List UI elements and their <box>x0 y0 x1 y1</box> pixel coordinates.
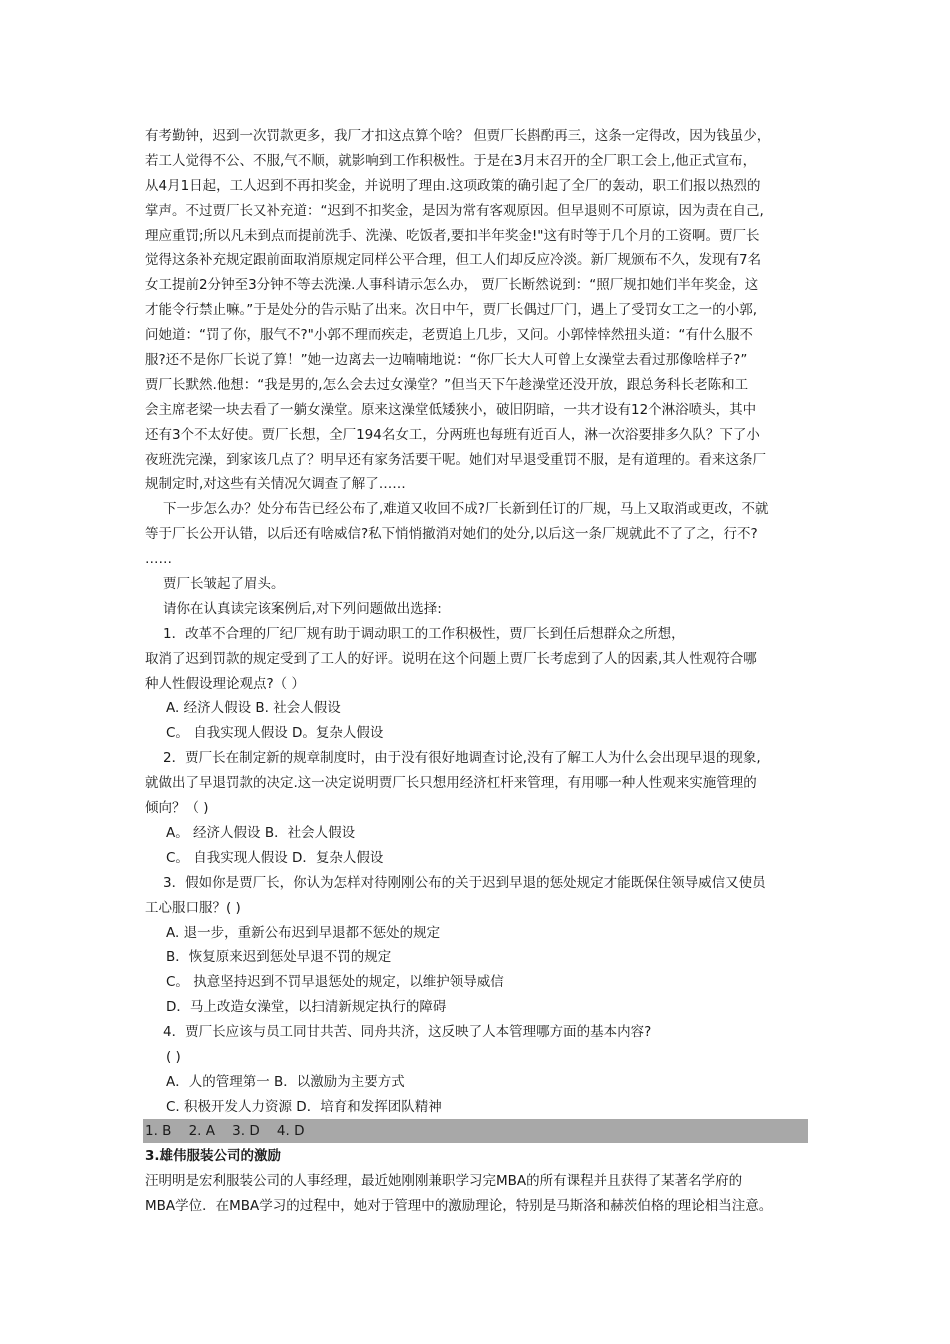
question-prompt: 请你在认真读完该案例后,对下列问题做出选择: <box>163 600 442 617</box>
text-line: 问她道：“罚了你，服气不?"小郭不理而疾走，老贾追上几步，又问。小郭悻悻然扭头道：“有什么服不 <box>145 327 753 344</box>
text-line: 女工提前2分钟至3分钟不等去洗澡.人事科请示怎么办， 贾厂长断然说到：“照厂规扣她们半年奖金，这 <box>145 277 759 294</box>
question-option: C。 自我实现人假设 D。复杂人假设 <box>166 725 384 742</box>
question-1 <box>145 622 812 746</box>
text-line: 汪明明是宏利服装公司的人事经理，最近她刚刚兼职学习完MBA的所有课程并且获得了某著名学府的 <box>145 1173 743 1189</box>
text-line: 服?还不是你厂长说了算！”她一边离去一边喃喃地说：“你厂长大人可曾上女澡堂去看过那像啥样子?” <box>145 352 748 369</box>
question-text: 种人性假设理论观点?（ ） <box>145 675 305 692</box>
question-option: A．人的管理第一 B．以激励为主要方式 <box>166 1073 405 1090</box>
question-3 <box>145 871 812 1020</box>
question-option: A。 经济人假设 B．社会人假设 <box>166 824 356 841</box>
text-line: 觉得这条补充规定跟前面取消原规定同样公平合理，但工人们却反应冷淡。新厂规颁布不久，发现有7名 <box>145 252 762 269</box>
question-option: D．马上改造女澡堂，以扫清新规定执行的障碍 <box>166 999 447 1016</box>
question-text: 工心服口服？( ) <box>145 899 241 916</box>
text-line: 有考勤钟，迟到一次罚款更多，我厂才扣这点算个啥？ 但贾厂长斟酌再三，这条一定得改，因为钱虽少， <box>145 128 771 144</box>
text-line: 等于厂长公开认错，以后还有啥威信?私下悄悄撤消对她们的处分,以后这一条厂规就此不了了之，行不? <box>145 526 758 543</box>
text-line: 才能令行禁止嘛。”于是处分的告示贴了出来。次日中午，贾厂长偶过厂门，遇上了受罚女工之一的小郭, <box>145 302 758 319</box>
text-line: 从4月1日起，工人迟到不再扣奖金，并说明了理由.这项政策的确引起了全厂的轰动，职工们报以热烈的 <box>145 177 761 194</box>
question-text: 取消了迟到罚款的规定受到了工人的好评。说明在这个问题上贾厂长考虑到了人的因素,其人性观符合哪 <box>145 650 757 667</box>
text-line: 还有3个不太好使。贾厂长想，全厂194名女工，分两班也每班有近百人，淋一次浴要排多久队？下了小 <box>145 426 760 443</box>
question-option: A. 退一步，重新公布迟到早退都不惩处的规定 <box>166 924 441 941</box>
case-body <box>145 124 812 1120</box>
text-line: 若工人觉得不公、不服,气不顺，就影响到工作积极性。于是在3月末召开的全厂职工会上,他正式宣布， <box>145 152 757 169</box>
case-paragraph-3: 贾厂长皱起了眉头。 <box>163 576 285 593</box>
question-option: C. 积极开发人力资源 D．培育和发挥团队精神 <box>166 1098 442 1115</box>
case-paragraph-1 <box>145 124 812 497</box>
question-text: 4．贾厂长应该与员工同甘共苦、同舟共济，这反映了人本管理哪方面的基本内容? <box>163 1024 652 1041</box>
text-line: 会主席老梁一块去看了一躺女澡堂。原来这澡堂低矮狭小，破旧阴暗，一共才设有12个淋浴喷头，其中 <box>145 401 757 418</box>
text-line: 夜班洗完澡，到家该几点了？明早还有家务活要干呢。她们对早退受重罚不服，是有道理的。看来这条厂 <box>145 451 766 468</box>
case-paragraph-2 <box>145 497 812 572</box>
text-line: MBA学位．在MBA学习的过程中，她对于管理中的激励理论，特别是马斯洛和赫茨伯格的理论相当注意。 <box>145 1197 773 1214</box>
text-line: 下一步怎么办？处分布告已经公布了,难道又收回不成?厂长新到任订的厂规，马上又取消或更改，不就 <box>163 501 769 518</box>
question-text: 2．贾厂长在制定新的规章制度时，由于没有很好地调查讨论,没有了解工人为什么会出现早退的现象, <box>163 750 761 767</box>
question-option: A. 经济人假设 B. 社会人假设 <box>166 700 341 717</box>
answer-key-bar: 1. B 2. A 3. D 4. D <box>143 1119 808 1143</box>
text-line: 贾厂长默然.他想：“我是男的,怎么会去过女澡堂？”但当天下午趁澡堂还没开放，跟总务科长老陈和工 <box>145 376 749 393</box>
next-section-body <box>145 1169 812 1219</box>
question-option: C。 执意坚持迟到不罚早退惩处的规定，以维护领导威信 <box>166 974 504 991</box>
question-text: ( ) <box>166 1048 181 1065</box>
question-4 <box>145 1020 812 1120</box>
text-line: 规制定时,对这些有关情况欠调查了解了…… <box>145 476 406 493</box>
question-option: C。 自我实现人假设 D．复杂人假设 <box>166 849 384 866</box>
question-option: B．恢复原来迟到惩处早退不罚的规定 <box>166 949 392 966</box>
section-heading: 3.雄伟服装公司的激励 <box>145 1148 282 1164</box>
text-line: 理应重罚;所以凡未到点而提前洗手、洗澡、吃饭者,要扣半年奖金!"这有时等于几个月的工资啊。贾厂长 <box>145 227 760 244</box>
question-text: 就做出了早退罚款的决定.这一决定说明贾厂长只想用经济杠杆来管理，有用哪一种人性观来实施管理的 <box>145 775 757 792</box>
question-text: 倾向？（ ) <box>145 800 209 817</box>
question-text: 3．假如你是贾厂长，你认为怎样对待刚刚公布的关于迟到早退的惩处规定才能既保住领导威信又使员 <box>163 874 766 891</box>
text-line: 掌声。不过贾厂长又补充道：“迟到不扣奖金，是因为常有客观原因。但早退则不可原谅，因为责在自己, <box>145 202 764 219</box>
text-line: …… <box>145 551 172 568</box>
question-2 <box>145 746 812 870</box>
question-text: 1．改革不合理的厂纪厂规有助于调动职工的工作积极性，贾厂长到任后想群众之所想， <box>163 625 685 642</box>
